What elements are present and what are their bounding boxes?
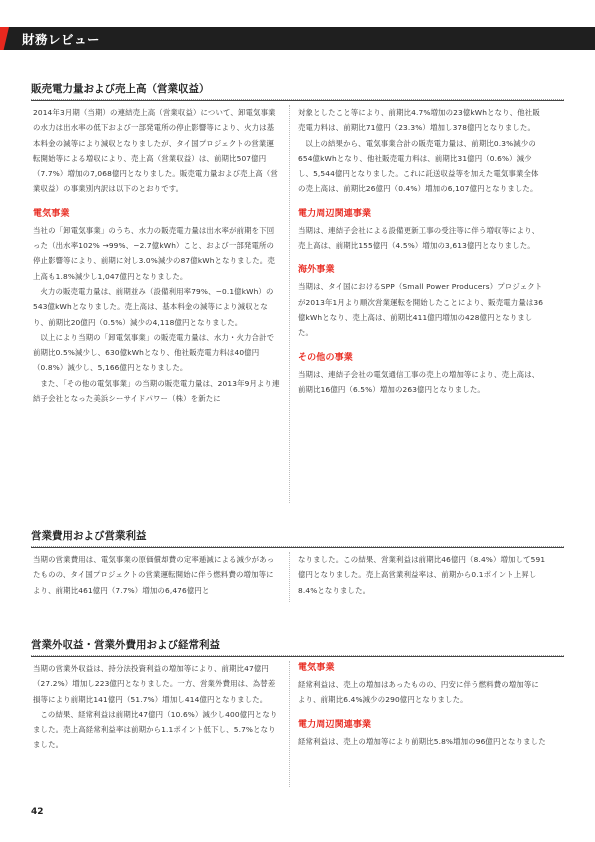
section-heading: 営業外収益・営業外費用および経常利益 xyxy=(31,637,564,657)
subsection-heading: 電気事業 xyxy=(33,208,70,219)
subsection-heading: 電力周辺関連事業 xyxy=(298,719,372,730)
subsection-heading: その他の事業 xyxy=(298,352,353,363)
paragraph: この結果、経常利益は前期比47億円（10.6%）減少し400億円となりました。売上高経常利益率は前期から1.1ポイント低下し、5.7%となりました。 xyxy=(33,709,278,750)
section-divider xyxy=(31,546,564,547)
subsection-heading: 電力周辺関連事業 xyxy=(298,208,372,219)
paragraph: 2014年3月期（当期）の連結売上高（営業収益）について、卸電気事業の水力は出水率の低下および一部発電所の停止影響等により、火力は基本料金の減等により減収となりましたが、タイ国プロジェクトの営業運転開始等による増収により、売上高（営業収益）は、前期比507億円（7.7%）増加の7,068億円となりました。販売電力量および売上高（営業収益）の事業別内訳は以下のとおりです。 xyxy=(33,108,278,194)
paragraph: なりました。この結果、営業利益は前期比46億円（8.4%）増加して591億円となりました。売上高営業利益率は、前期から0.1ポイント上昇し8.4%となりました。 xyxy=(298,555,546,595)
paragraph: 経常利益は、売上の増加等により前期比5.8%増加の96億円となりました xyxy=(298,736,546,746)
paragraph: 当期は、タイ国におけるSPP（Small Power Producers）プロジェクトが2013年1月より順次営業運転を開始したことにより、販売電力量は36億kWhとなり、売上高は、前期比411億円増加の428億円となりました。 xyxy=(298,282,544,338)
paragraph: 当期の営業外収益は、持分法投資利益の増加等により、前期比47億円（27.2%）増加し223億円となりました。一方、営業外費用は、為替差損等により前期比141億円（51.7%）増加し414億円となりました。 xyxy=(33,664,276,704)
section-heading: 販売電力量および売上高（営業収益） xyxy=(31,81,564,101)
section-operating xyxy=(31,528,564,595)
paragraph: 以上の結果から、電気事業合計の販売電力量は、前期比0.3%減少の654億kWhとなり、他社販売電力料は、前期比31億円（0.6%）減少し、5,544億円となりました。これに託送収益等を加えた電気事業全体の売上高は、前期比26億円（0.4%）増加の6,107億円となりました。 xyxy=(298,138,539,194)
column-right xyxy=(298,552,546,598)
header-bar xyxy=(0,27,595,50)
section-ordinary xyxy=(31,637,564,750)
paragraph: 当期の営業費用は、電気事業の原価償却費の定率逓減による減少があったものの、タイ国プロジェクトの営業運転開始に伴う燃料費の増加等により、前期比461億円（7.7%）増加の6,476億円と xyxy=(33,555,275,595)
section-divider xyxy=(31,655,564,656)
paragraph: また、「その他の電気事業」の当期の販売電力量は、2013年9月より連結子会社となった美浜シーサイドパワー（株）を新たに xyxy=(33,378,280,404)
paragraph: 経常利益は、売上の増加はあったものの、円安に伴う燃料費の増加等により、前期比6.4%減少の290億円となりました。 xyxy=(298,680,539,705)
paragraph: 火力の販売電力量は、前期並み（設備利用率79%、−0.1億kWh）の543億kWhとなりました。売上高は、基本料金の減等により減収となり、前期比20億円（0.5%）減少の4,118億円となりました。 xyxy=(33,286,274,327)
paragraph: 以上により当期の「卸電気事業」の販売電力量は、水力・火力合計で前期比0.5%減少し、630億kWhとなり、他社販売電力料は40億円（0.8%）減少し、5,166億円となりました。 xyxy=(33,332,275,373)
page-number: 42 xyxy=(31,807,44,817)
column-divider xyxy=(289,552,290,602)
section-divider xyxy=(31,99,564,100)
column-divider xyxy=(289,105,290,503)
subsection-heading: 海外事業 xyxy=(298,265,335,276)
subsection-heading: 電気事業 xyxy=(298,663,335,673)
column-right xyxy=(298,105,546,397)
section-sales xyxy=(31,81,564,404)
column-right xyxy=(298,661,546,749)
header-title: 財務レビュー xyxy=(22,32,101,47)
paragraph: 当期は、連結子会社の電気通信工事の売上の増加等により、売上高は、前期比16億円（6.5%）増加の263億円となりました。 xyxy=(298,369,540,394)
column-divider xyxy=(289,661,290,787)
header-accent-mark xyxy=(0,27,9,50)
paragraph: 当社の「卸電気事業」のうち、水力の販売電力量は出水率が前期を下回った（出水率102% →99%、−2.7億kWh）こと、および一部発電所の停止影響等により、前期に対し3.0%減少の87億kWhとなりました。売上高も1.8%減少し1,047億円となりました。 xyxy=(33,225,275,281)
column-left xyxy=(33,552,281,598)
paragraph: 対象としたこと等により、前期比4.7%増加の23億kWhとなり、他社販売電力料は、前期比71億円（23.3%）増加し378億円となりました。 xyxy=(298,108,540,133)
column-left xyxy=(33,661,281,753)
section-heading: 営業費用および営業利益 xyxy=(31,528,564,548)
column-left xyxy=(33,105,281,406)
paragraph: 当期は、連結子会社による設備更新工事の受注等に伴う増収等により、売上高は、前期比155億円（4.5%）増加の3,613億円となりました。 xyxy=(298,225,540,251)
